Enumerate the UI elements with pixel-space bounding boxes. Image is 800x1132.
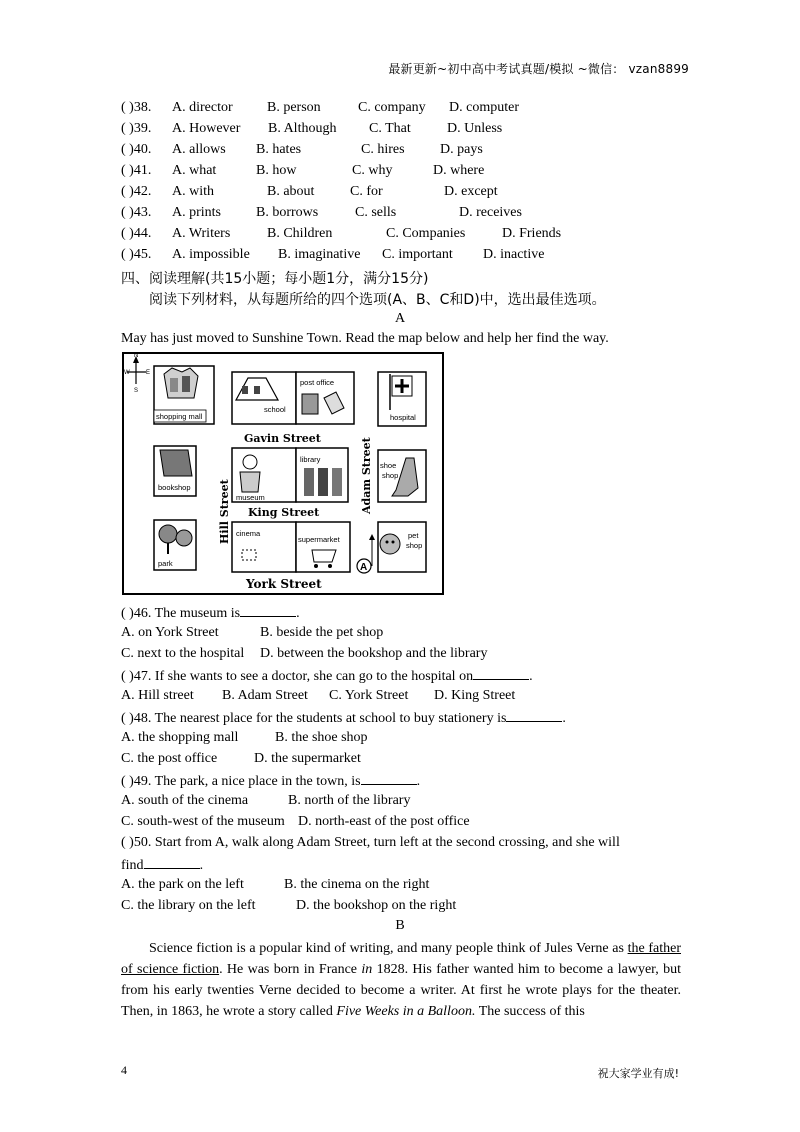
option-d: D. King Street xyxy=(434,688,516,703)
cloze-number: ( )38. xyxy=(121,100,152,115)
cloze-option-a: A. what xyxy=(172,163,217,178)
shoe-shop-label-1: shoe xyxy=(380,461,397,470)
cloze-option-d: D. where xyxy=(433,163,485,178)
cloze-option-b: B. hates xyxy=(256,142,302,157)
answer-blank xyxy=(473,667,529,680)
cloze-option-d: D. inactive xyxy=(483,247,545,262)
pet-icon xyxy=(380,534,400,554)
cloze-option-a: A. allows xyxy=(172,142,226,157)
option-d: D. the bookshop on the right xyxy=(296,898,457,913)
cloze-option-b: B. Children xyxy=(267,226,333,241)
compass-w: W xyxy=(124,370,130,376)
cloze-option-a: A. However xyxy=(172,121,241,136)
section4-title: 四、阅读理解(共15小题；每小题1分，满分15分) xyxy=(121,271,429,287)
cloze-option-c: C. why xyxy=(352,163,393,178)
cloze-option-a: A. impossible xyxy=(172,247,250,262)
supermarket-label: supermarket xyxy=(298,535,340,544)
answer-blank xyxy=(506,709,562,722)
option-c: C. the post office xyxy=(121,751,218,766)
cloze-option-d: D. pays xyxy=(440,142,483,157)
cloze-number: ( )39. xyxy=(121,121,152,136)
library-label: library xyxy=(300,455,321,464)
option-b: B. beside the pet shop xyxy=(260,625,384,640)
section4-instruction: 阅读下列材料，从每题所给的四个选项(A、B、C和D)中，选出最佳选项。 xyxy=(149,292,606,308)
cloze-option-b: B. how xyxy=(256,163,297,178)
hospital-label: hospital xyxy=(390,413,416,422)
cloze-number: ( )40. xyxy=(121,142,152,157)
option-c: C. south-west of the museum xyxy=(121,814,285,829)
option-c: C. the library on the left xyxy=(121,898,256,913)
option-d: D. between the bookshop and the library xyxy=(260,646,488,661)
cloze-option-c: C. company xyxy=(358,100,426,115)
cloze-option-d: D. except xyxy=(444,184,498,199)
question-46: ( )46. The museum is . xyxy=(121,606,300,621)
adam-street-label: Adam Street xyxy=(360,437,373,514)
answer-blank xyxy=(240,604,296,617)
cloze-option-a: A. director xyxy=(172,100,233,115)
school-label: school xyxy=(264,405,286,414)
shopping-mall-icon xyxy=(164,368,198,398)
question-50: ( )50. Start from A, walk along Adam Street, turn left at the second crossing, and she will xyxy=(121,835,620,850)
cloze-number: ( )44. xyxy=(121,226,152,241)
part-a-intro: May has just moved to Sunshine Town. Read the map below and help her find the way. xyxy=(121,331,609,346)
cloze-number: ( )45. xyxy=(121,247,152,262)
point-a-marker xyxy=(357,534,375,573)
town-map xyxy=(122,352,444,595)
supermarket-block xyxy=(296,522,350,572)
hill-street-label: Hill Street xyxy=(218,479,231,544)
pet-shop-label-2: shop xyxy=(406,541,423,550)
part-a-label: A xyxy=(394,311,406,326)
bookshop-label: bookshop xyxy=(158,483,191,492)
option-c: C. next to the hospital xyxy=(121,646,245,661)
option-c: C. York Street xyxy=(329,688,409,703)
cloze-option-d: D. Unless xyxy=(447,121,503,136)
cloze-option-b: B. imaginative xyxy=(278,247,361,262)
shopping-mall-label: shopping mall xyxy=(156,412,203,421)
svg-text:A: A xyxy=(360,562,368,573)
page-header: 最新更新~初中高中考试真题/模拟 ~微信： vzan8899 xyxy=(388,62,689,76)
option-a: A. the shopping mall xyxy=(121,730,239,745)
gavin-street-label: Gavin Street xyxy=(244,432,321,445)
cloze-option-b: B. person xyxy=(267,100,321,115)
option-a: A. south of the cinema xyxy=(121,793,249,808)
statue-icon xyxy=(240,455,260,492)
question-49: ( )49. The park, a nice place in the town, is . xyxy=(121,774,421,789)
option-a: A. the park on the left xyxy=(121,877,244,892)
post-office-label: post office xyxy=(300,378,335,387)
option-d: D. the supermarket xyxy=(254,751,361,766)
bookshelf-icon xyxy=(304,468,342,496)
footer-note: 祝大家学业有成! xyxy=(597,1067,679,1080)
page-number: 4 xyxy=(121,1063,127,1077)
option-a: A. Hill street xyxy=(121,688,194,703)
cloze-option-b: B. about xyxy=(267,184,315,199)
compass-e: E xyxy=(146,370,151,376)
compass-n: N xyxy=(134,354,139,359)
cloze-option-a: A. Writers xyxy=(172,226,231,241)
cloze-option-c: C. sells xyxy=(355,205,397,220)
cloze-option-a: A. prints xyxy=(172,205,221,220)
park-label: park xyxy=(158,559,173,568)
cloze-option-c: C. important xyxy=(382,247,453,262)
question-47: ( )47. If she wants to see a doctor, she can go to the hospital on . xyxy=(121,669,533,684)
museum-label: museum xyxy=(236,493,265,502)
cloze-number: ( )43. xyxy=(121,205,152,220)
york-street-label: York Street xyxy=(246,577,322,591)
cloze-option-d: D. receives xyxy=(459,205,522,220)
option-b: B. the shoe shop xyxy=(275,730,368,745)
cloze-option-c: C. for xyxy=(350,184,383,199)
cloze-option-b: B. Although xyxy=(268,121,337,136)
option-b: B. north of the library xyxy=(288,793,411,808)
shoe-shop-label-2: shop xyxy=(382,471,399,480)
cloze-option-c: C. That xyxy=(369,121,411,136)
cinema-label: cinema xyxy=(236,529,261,538)
cloze-option-a: A. with xyxy=(172,184,214,199)
question-48: ( )48. The nearest place for the students at school to buy stationery is . xyxy=(121,711,566,726)
pet-shop-label-1: pet xyxy=(408,531,419,540)
option-a: A. on York Street xyxy=(121,625,219,640)
cloze-option-d: D. computer xyxy=(449,100,519,115)
king-street-label: King Street xyxy=(248,506,320,519)
cloze-option-c: C. hires xyxy=(361,142,405,157)
cloze-number: ( )42. xyxy=(121,184,152,199)
option-b: B. Adam Street xyxy=(222,688,308,703)
cloze-number: ( )41. xyxy=(121,163,152,178)
question-50-line2: find . xyxy=(121,858,204,873)
compass-s: S xyxy=(134,388,139,394)
cloze-option-d: D. Friends xyxy=(502,226,562,241)
answer-blank xyxy=(144,856,200,869)
part-b-paragraph: Science fiction is a popular kind of writing, and many people think of Jules Verne as the father of science fiction. He was born in France in 1828. His father wanted him to become a lawyer, but from his early twenties Verne decided to become a writer. At first he wrote plays for the theater. Then, in 1863, he wrote a story called Five Weeks in a Balloon. The success of this xyxy=(121,941,681,1019)
cloze-option-c: C. Companies xyxy=(386,226,466,241)
option-b: B. the cinema on the right xyxy=(284,877,430,892)
option-d: D. north-east of the post office xyxy=(298,814,470,829)
compass-icon xyxy=(124,354,150,394)
answer-blank xyxy=(361,772,417,785)
cloze-option-b: B. borrows xyxy=(256,205,319,220)
part-b-label: B xyxy=(395,918,405,933)
book-icon xyxy=(160,450,192,476)
